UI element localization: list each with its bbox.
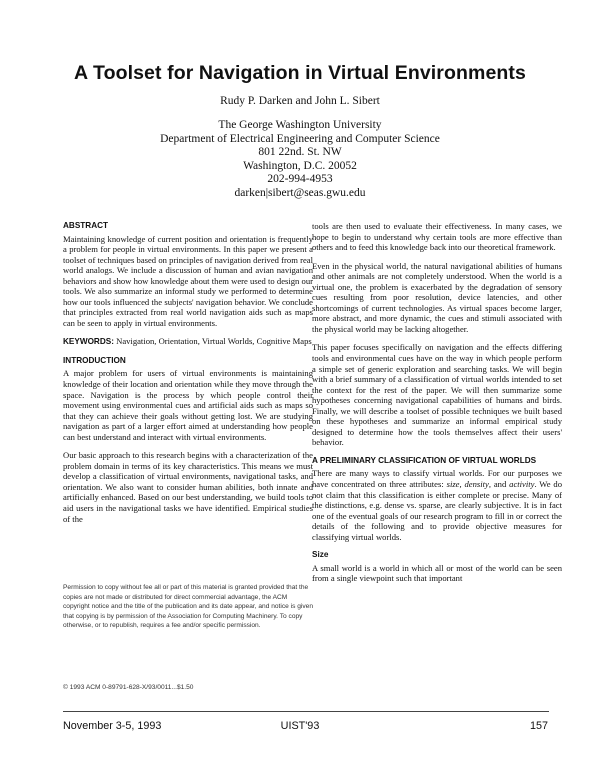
affiliation-city: Washington, D.C. 20052 [243,159,357,172]
size-paragraph: A small world is a world in which all or most of the world can be seen from a single viewpoint such that important [312,562,562,584]
introduction-paragraph-1: A major problem for users of virtual environments is maintaining knowledge of their location and orientation while they move through the space. Navigation is the process by which people control their movement using environmental cues and artificial aids such as maps so that they can achieve their goals without getting lost. We are studying navigation as part of a larger effort aimed at understanding how people can best understand and interact with virtual environments. [63,368,313,442]
abstract-heading: ABSTRACT [63,221,109,230]
affiliation-phone: 202-994-4953 [267,173,333,186]
attribute-size: size [446,478,460,489]
affiliation-email: darken|sibert@seas.gwu.edu [234,186,366,199]
paper-title: A Toolset for Navigation in Virtual Environments [74,62,526,84]
attribute-activity: activity [509,478,535,489]
classification-text-end: . We do not claim that this classification is either complete or precise. Many of the distinctions, e.g. dense vs. sparse, are clearly subjective. It is in fact one of the eventual goals of our research program to fill in or correct the details of the following and to provide objective measures for classifying virtual worlds. [312,478,562,542]
right-paragraph-1: tools are then used to evaluate their effectiveness. In many cases, we hope to begin to understand why certain tools are more effective than others and to feed this knowledge back into our theoretical framework. [312,221,562,253]
footer-venue: UIST'93 [280,720,320,732]
permission-notice [63,583,313,631]
size-heading: Size [312,550,329,560]
affiliation-department: Department of Electrical Engineering and Computer Science [160,132,440,145]
introduction-paragraph-2: Our basic approach to this research begins with a characterization of the problem domain in terms of its key characteristics. This means we must develop a classification of virtual environments, navigational tasks, and orientation. We also want to consider human abilities, both innate and artificially enhanced. Based on our best understanding, we build tools to aid users in the navigational tasks we have identified. Empirical studies of the [63,450,313,524]
footer-divider [63,711,549,712]
footer-date: November 3-5, 1993 [63,720,162,732]
introduction-heading: INTRODUCTION [63,355,126,365]
affiliation-university: The George Washington University [218,119,382,131]
abstract-text: Maintaining knowledge of current position and orientation is frequently a problem for people in virtual environments. In this paper we present a toolset of techniques based on principles of navigation derived from real world analogs. We include a discussion of human and avian navigation behaviors and show how knowledge about them were used to design our tools. We also summarize an informal study we performed to determine how our tools influenced the subjects' navigation behavior. We conclude that principles extracted from real world navigation aids such as maps can be seen to apply in virtual environments. [63,233,313,328]
affiliation-street: 801 22nd. St. NW [258,146,342,159]
classification-heading: A PRELIMINARY CLASSIFICATION OF VIRTUAL WORLDS [312,455,537,465]
right-paragraph-3: This paper focuses specifically on navigation and the effects differing tools and environmental cues have on the way in which people perform a simple set of generic exploration and searching tasks. We will begin with a brief summary of a classification of virtual worlds intended to set the context for the rest of the paper. We will then summarize some hypotheses concerning navigational capabilities of humans and birds. Finally, we will describe a toolset of possible techniques we built based on these hypotheses and summarize an informal empirical study designed to determine how the tools themselves affect their users' behavior. [312,342,562,448]
classification-paragraph: There are many ways to classify virtual worlds. For our purposes we have concentrated on three attributes: size, density, and activity. We do not claim that this classification is either complete or precise. Many of the distinctions, e.g. dense vs. sparse, are clearly subjective. It is in fact one of the eventual goals of our research program to fill in or correct the details of the following and to provide objective measures for classifying virtual worlds. [312,468,562,542]
keywords-text: Navigation, Orientation, Virtual Worlds, Cognitive Maps [116,336,312,347]
copyright-line: © 1993 ACM 0-89791-628-X/93/0011...$1.50 [63,684,194,691]
right-paragraph-2: Even in the physical world, the natural navigational abilities of humans and other animals are not completely understood. When the world is a virtual one, the problem is exacerbated by the degradation of sensory cues resulting from poor resolution, device latencies, and other shortcomings of current technologies. As virtual spaces become larger, more abstract, and more dynamic, the cues and stimuli associated with the physical world may be lacking altogether. [312,260,562,334]
permission-text: Permission to copy without fee all or part of this material is granted provided that the copies are not made or distributed for direct commercial advantage, the ACM copyright notice and the title of the publication and its date appear, and notice is given that copying is by permission of the Association for Computing Machinery. To copy otherwise, or to republish, requires a fee and/or specific permission. [63,584,313,630]
right-column [312,221,562,592]
classification-text-start: There are many ways to classify virtual worlds. For our purposes we have concentrated on three attributes: [312,468,562,489]
keywords-label: KEYWORDS: [63,337,114,347]
affiliation-block [0,119,600,201]
paper-authors: Rudy P. Darken and John L. Sibert [220,95,380,107]
footer-page-number: 157 [529,720,548,732]
keywords-line [63,336,313,348]
left-column [63,221,313,532]
attribute-density: density [464,478,489,489]
